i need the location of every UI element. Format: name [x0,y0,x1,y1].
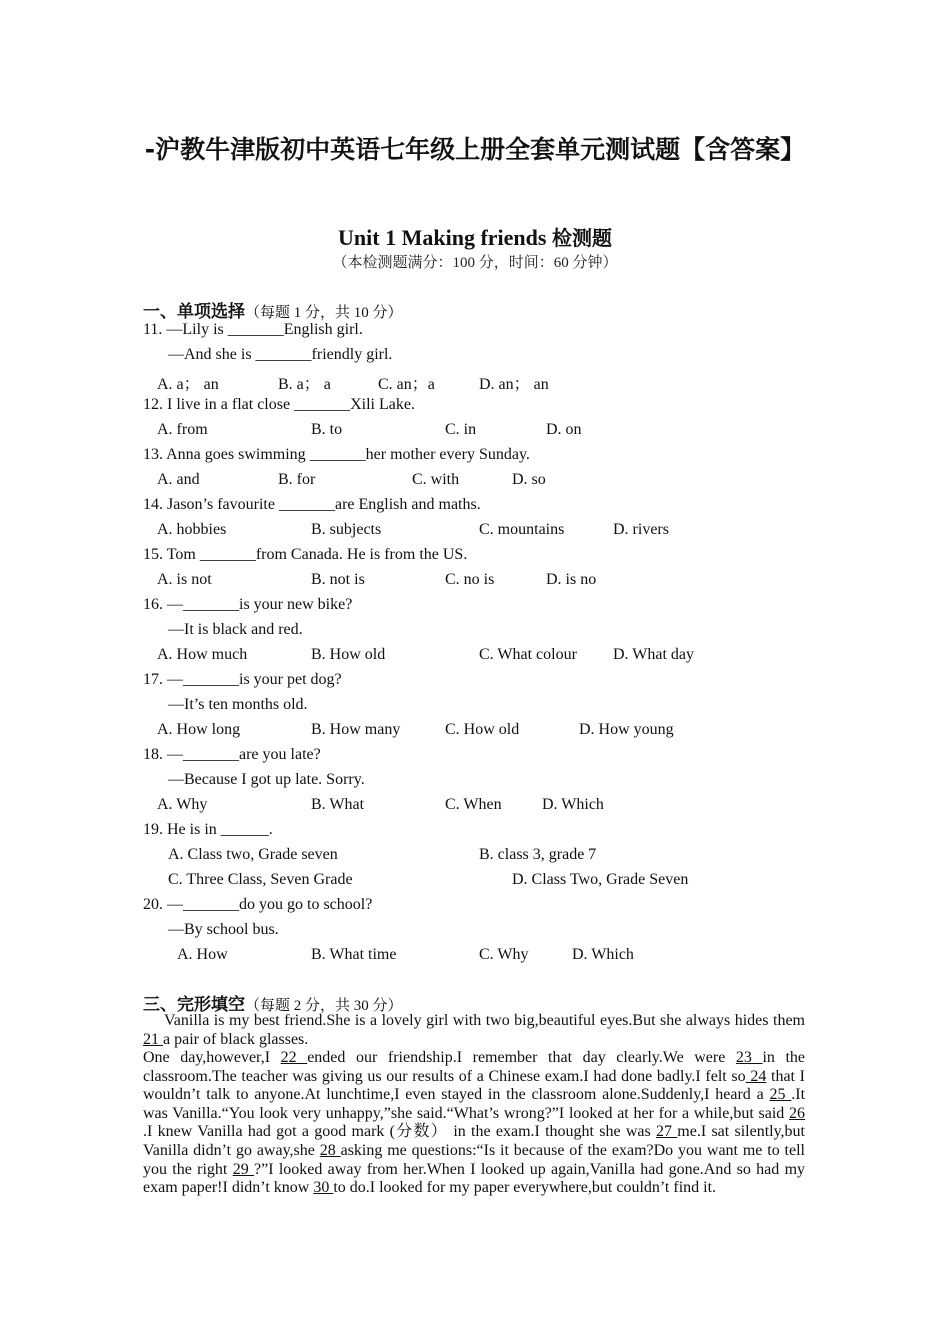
passage-text: me.I sat silently,but Vanilla didn’t go away,she [143,1123,805,1159]
passage-text: asking me questions:“Is it because of the exam?Do you want me to tell you the right [143,1141,805,1178]
passage-text: ?”I looked away from her.When I looked up again,Vanilla had gone.And so had my exam paper!I didn’t know [143,1160,806,1197]
unit-title [0,222,950,251]
cloze-blank: 22 [280,1049,308,1066]
passage-text: a pair of black glasses. [163,1030,309,1048]
question-line: 15. Tom _______from Canada. He is from the US. [143,546,468,563]
option: C. an；a [378,376,435,393]
option: B. How many [311,721,401,738]
question-line: 14. Jason’s favourite _______are English and maths. [143,496,481,513]
question-line: 11. —Lily is _______English girl. [143,321,363,338]
option: C. no is [445,571,495,588]
option: D. Which [572,946,634,963]
option: B. How old [311,646,386,663]
option: C. with [412,471,460,488]
option: B. What [311,796,365,813]
option: B. What time [311,946,397,963]
option: C. What colour [479,646,577,663]
question-line: 12. I live in a flat close _______Xili Lake. [143,396,415,413]
answer-line: —And she is _______friendly girl. [168,346,393,363]
passage-text: .It was Vanilla.“You look very unhappy,”she said.“What’s wrong?”I looked at her for a while,but said [143,1086,806,1122]
question-line: 13. Anna goes swimming _______her mother every Sunday. [143,446,530,463]
option: D. How young [579,721,674,738]
answer-line: —It is black and red. [168,621,303,638]
question-line: 16. —_______is your new bike? [143,596,353,613]
option: B. for [278,471,316,488]
option: D. an； an [479,376,549,393]
answer-line: —It’s ten months old. [168,696,308,713]
option: A. and [157,471,200,488]
option: A. How much [157,646,248,663]
unit-title-cn: 检测题 [551,226,612,250]
question-line: 17. —_______is your pet dog? [143,671,342,688]
option: A. from [157,421,208,438]
option: D. on [546,421,582,438]
option: D. rivers [613,521,669,538]
cloze-blank: 21 [143,1030,163,1048]
question-line: 20. —_______do you go to school? [143,896,373,913]
option: D. so [512,471,546,488]
passage-text: to do.I looked for my paper everywhere,but couldn’t find it. [333,1179,717,1197]
cloze-blank: 28 [319,1141,341,1159]
option: D. Class Two, Grade Seven [512,871,689,888]
option: B. a； a [278,376,331,393]
unit-title-en: Unit 1 Making friends [338,225,552,250]
passage-text: One day,however,I [143,1049,281,1066]
option: C. Why [479,946,529,963]
option: C. in [445,421,477,438]
option: D. is no [546,571,597,588]
option: C. When [445,796,502,813]
section-title: 三、完形填空 [143,995,245,1015]
question-line: 19. He is in ______. [143,821,273,838]
option: C. mountains [479,521,565,538]
cloze-blank: 29 [232,1160,254,1178]
section-note: （每题 1 分，共 10 分） [245,305,403,321]
passage-text: in the classroom.The teacher was giving us our results of a Chinese exam.I had done badly.I felt so [143,1049,806,1085]
option: A. a； an [157,376,219,393]
cloze-blank: 24 [745,1067,767,1085]
cloze-blank: 30 [313,1179,334,1197]
section-heading [143,297,403,322]
option: B. to [311,421,343,438]
passage-text: Vanilla is my best friend.She is a lovely girl with two big,beautiful eyes.But she always hides them [164,1012,805,1029]
unit-subtitle: （本检测题满分：100 分，时间：60 分钟） [332,255,618,271]
option: D. What day [613,646,695,663]
section-title: 一、单项选择 [143,302,245,322]
option: A. is not [157,571,212,588]
option: B. class 3, grade 7 [479,846,597,863]
option: B. not is [311,571,365,588]
question-line: 18. —_______are you late? [143,746,321,763]
passage-text: .I knew Vanilla had got a good mark (分数） in the exam.I thought she was [143,1123,657,1141]
option: D. Which [542,796,604,813]
option: C. Three Class, Seven Grade [168,871,353,888]
cloze-blank: 27 [656,1123,678,1141]
option: A. How [177,946,228,963]
cloze-paragraph [143,1012,805,1049]
answer-line: —Because I got up late. Sorry. [168,771,365,788]
passage-text: ended our friendship.I remember that day clearly.We were [307,1049,736,1066]
option: A. Why [157,796,208,813]
option: B. subjects [311,521,382,538]
cloze-paragraph [143,1049,805,1198]
passage-text: that I wouldn’t talk to anyone.At lunchtime,I even stayed in the classroom alone.Suddenly,I heard a [143,1067,805,1104]
document-title: -沪教牛津版初中英语七年级上册全套单元测试题【含答案】 [144,135,806,164]
cloze-blank: 23 [735,1049,763,1066]
section-note: （每题 2 分，共 30 分） [245,998,403,1014]
cloze-blank: 25 [769,1086,792,1104]
option: A. Class two, Grade seven [168,846,338,863]
option: A. How long [157,721,241,738]
option: C. How old [445,721,520,738]
answer-line: —By school bus. [168,921,279,938]
cloze-blank: 26 [789,1104,805,1122]
option: A. hobbies [157,521,227,538]
